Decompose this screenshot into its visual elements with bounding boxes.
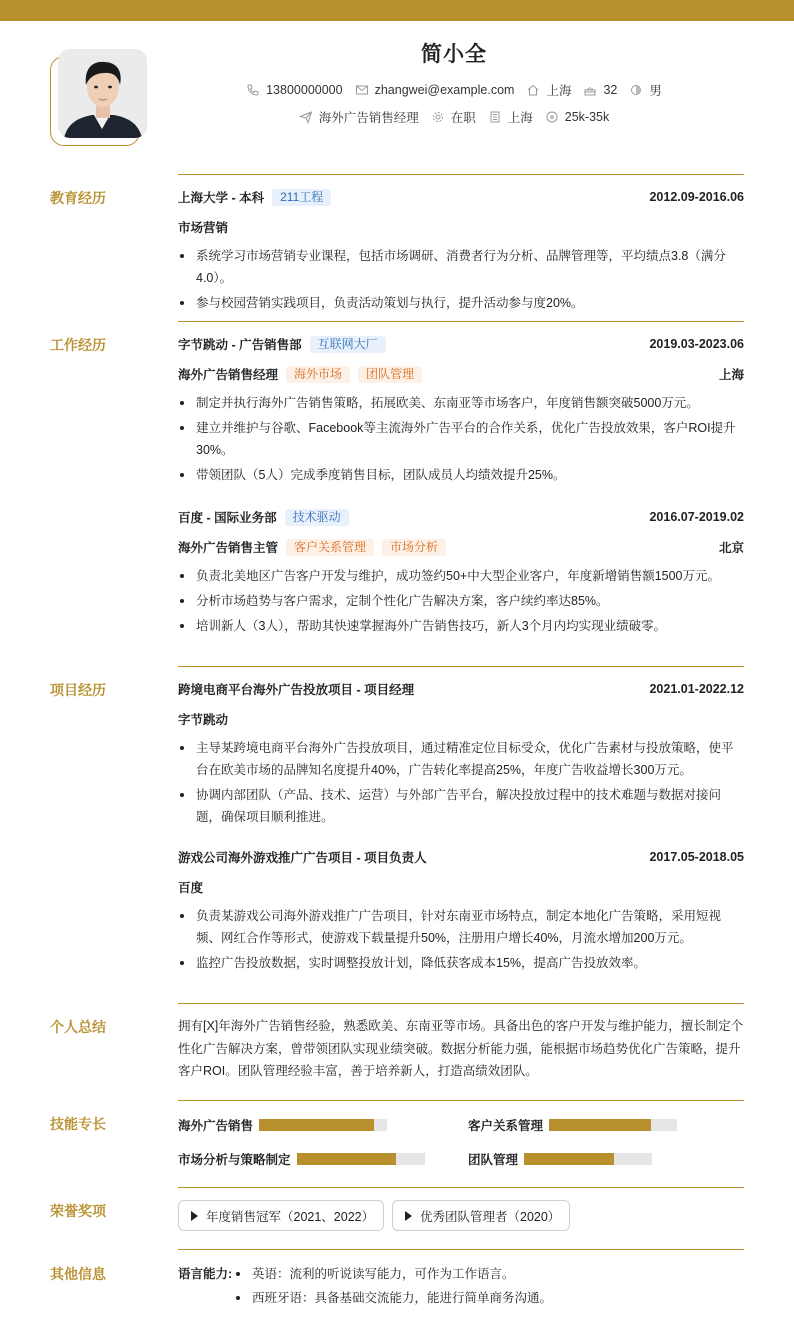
other-section <box>178 1263 744 1309</box>
work-date: 2019.03-2023.06 <box>649 337 744 351</box>
work-bullets <box>178 392 744 486</box>
skill-item <box>468 1150 652 1168</box>
section-title-summary: 个人总结 <box>50 1019 106 1035</box>
company-name: 百度 - 国际业务部 <box>178 511 277 525</box>
project-org-row <box>178 709 744 729</box>
honor-label: 优秀团队管理者（2020） <box>420 1209 561 1224</box>
education-divider <box>178 174 744 175</box>
skills-divider <box>178 1100 744 1101</box>
skill-bar <box>259 1119 387 1131</box>
list-item: 英语：流利的听说读写能力，可作为工作语言。 <box>234 1263 552 1285</box>
honors-divider <box>178 1187 744 1188</box>
work-entry-1 <box>178 334 744 486</box>
list-item: 负责某游戏公司海外游戏推广广告项目，针对东南亚市场特点，制定本地化广告策略，采用短视频、网红合作等形式，使游戏下载量提升50%，注册用户增长40%，月流水增加200万元。 <box>178 905 744 949</box>
role-name: 海外广告销售经理 <box>178 368 279 382</box>
skill-bar-fill <box>297 1153 397 1165</box>
honor-item <box>392 1200 570 1231</box>
skill-bar <box>524 1153 652 1165</box>
work-role-row <box>178 364 744 384</box>
list-item: 建立并维护与谷歌、Facebook等主流海外广告平台的合作关系，优化广告投放效果，客户ROI提升30%。 <box>178 417 744 461</box>
skill-name: 市场分析与策略制定 <box>178 1153 291 1167</box>
intent-position: 海外广告销售经理 <box>299 108 419 126</box>
role-tag: 团队管理 <box>358 366 422 383</box>
work-city: 北京 <box>718 541 744 555</box>
resume-name: 简小全 <box>421 43 487 66</box>
project-name: 跨境电商平台海外广告投放项目 - 项目经理 <box>178 683 415 697</box>
contact-phone: 13800000000 <box>246 83 342 97</box>
education-major-row <box>178 217 744 237</box>
project-header <box>178 847 744 867</box>
intent-salary: 25k-35k <box>545 110 609 124</box>
gender-icon <box>629 83 643 97</box>
role-tag: 市场分析 <box>382 539 446 556</box>
project-date: 2017.05-2018.05 <box>649 850 744 864</box>
list-item: 培训新人（3人），帮助其快速掌握海外广告销售技巧，新人3个月内均实现业绩破零。 <box>178 615 744 637</box>
list-item: 监控广告投放数据，实时调整投放计划，降低获客成本15%，提高广告投放效率。 <box>178 952 744 974</box>
intent-city: 上海 <box>488 108 533 126</box>
project-org: 百度 <box>178 881 204 895</box>
work-bullets <box>178 565 744 637</box>
job-intent-row <box>180 108 728 126</box>
section-title-skills: 技能专长 <box>50 1116 106 1132</box>
skill-bar-fill <box>549 1119 651 1131</box>
phone-icon <box>246 83 260 97</box>
contact-row <box>180 81 728 99</box>
other-divider <box>178 1249 744 1250</box>
building-icon <box>488 110 502 124</box>
list-item: 西班牙语：具备基础交流能力，能进行简单商务沟通。 <box>234 1287 552 1309</box>
work-date: 2016.07-2019.02 <box>649 510 744 524</box>
skill-name: 团队管理 <box>468 1153 519 1167</box>
home-icon <box>526 83 540 97</box>
list-item: 系统学习市场营销专业课程，包括市场调研、消费者行为分析、品牌管理等，平均绩点3.8（满分4.0）。 <box>178 245 744 289</box>
summary-text: 拥有[X]年海外广告销售经验，熟悉欧美、东南亚等市场。具备出色的客户开发与维护能力，擅长制定个性化广告解决方案，曾带领团队实现业绩突破。数据分析能力强，能根据市场趋势优化广告策略，提升客户ROI。团队管理经验丰富，善于培养新人，打造高绩效团队。 <box>178 1019 744 1078</box>
intent-status: 在职 <box>431 108 476 126</box>
list-item: 参与校园营销实践项目，负责活动策划与执行，提升活动参与度20%。 <box>178 292 744 314</box>
project-org-row <box>178 877 744 897</box>
education-section <box>178 187 744 314</box>
project-bullets <box>178 905 744 974</box>
section-title-projects: 项目经历 <box>50 682 106 698</box>
language-list <box>234 1263 552 1309</box>
company-name: 字节跳动 - 广告销售部 <box>178 338 302 352</box>
work-company-row <box>178 334 744 354</box>
company-tag: 技术驱动 <box>285 509 349 526</box>
list-item: 主导某跨境电商平台海外广告投放项目，通过精准定位目标受众，优化广告素材与投放策略，使平台在欧美市场的品牌知名度提升40%，广告转化率提高25%，年度广告收益增长300万元。 <box>178 737 744 781</box>
project-bullets <box>178 737 744 828</box>
work-entry-2 <box>178 507 744 637</box>
contact-gender: 男 <box>629 81 662 99</box>
skill-item <box>178 1116 387 1134</box>
school-tag: 211工程 <box>272 189 331 206</box>
section-title-other: 其他信息 <box>50 1266 106 1282</box>
list-item: 分析市场趋势与客户需求，定制个性化广告解决方案，客户续约率达85%。 <box>178 590 744 612</box>
work-company-row <box>178 507 744 527</box>
gear-icon <box>431 110 445 124</box>
caret-right-icon <box>405 1211 412 1221</box>
role-name: 海外广告销售主管 <box>178 541 279 555</box>
skill-item <box>468 1116 677 1134</box>
project-org: 字节跳动 <box>178 713 229 727</box>
skill-item <box>178 1150 425 1168</box>
work-divider <box>178 321 744 322</box>
section-title-honors: 荣誉奖项 <box>50 1203 106 1219</box>
skill-name: 海外广告销售 <box>178 1119 254 1133</box>
role-tag: 客户关系管理 <box>286 539 374 556</box>
project-name: 游戏公司海外游戏推广广告项目 - 项目负责人 <box>178 851 427 865</box>
summary-divider <box>178 1003 744 1004</box>
project-entry-2 <box>178 847 744 974</box>
skill-bar <box>297 1153 425 1165</box>
education-bullets <box>178 245 744 314</box>
top-accent-bar <box>0 0 794 21</box>
project-header <box>178 679 744 699</box>
language-label: 语言能力: <box>178 1267 233 1281</box>
skill-bar-fill <box>524 1153 614 1165</box>
education-date: 2012.09-2016.06 <box>649 190 744 204</box>
work-role-row <box>178 537 744 557</box>
skill-bar <box>549 1119 677 1131</box>
list-item: 协调内部团队（产品、技术、运营）与外部广告平台，解决投放过程中的技术难题与数据对接问题，确保项目顺利推进。 <box>178 784 744 828</box>
cake-icon <box>583 83 597 97</box>
list-item: 负责北美地区广告客户开发与维护，成功签约50+中大型企业客户，年度新增销售额1500万元。 <box>178 565 744 587</box>
contact-age: 32 <box>583 83 617 97</box>
caret-right-icon <box>191 1211 198 1221</box>
list-item: 带领团队（5人）完成季度销售目标，团队成员人均绩效提升25%。 <box>178 464 744 486</box>
section-title-education: 教育经历 <box>50 190 106 206</box>
contact-email: zhangwei@example.com <box>355 83 515 97</box>
section-title-work: 工作经历 <box>50 337 106 353</box>
skill-bar-fill <box>259 1119 374 1131</box>
school-name: 上海大学 - 本科 <box>178 191 265 205</box>
mail-icon <box>355 83 369 97</box>
major-name: 市场营销 <box>178 221 229 235</box>
coin-icon <box>545 110 559 124</box>
role-tag: 海外市场 <box>286 366 350 383</box>
project-date: 2021.01-2022.12 <box>649 682 744 696</box>
honor-item <box>178 1200 384 1231</box>
list-item: 制定并执行海外广告销售策略，拓展欧美、东南亚等市场客户，年度销售额突破5000万元。 <box>178 392 744 414</box>
project-entry-1 <box>178 679 744 828</box>
contact-city: 上海 <box>526 81 571 99</box>
honor-label: 年度销售冠军（2021、2022） <box>206 1209 375 1224</box>
education-header <box>178 187 744 207</box>
skill-name: 客户关系管理 <box>468 1119 544 1133</box>
work-city: 上海 <box>718 368 744 382</box>
send-icon <box>299 110 313 124</box>
company-tag: 互联网大厂 <box>310 336 386 353</box>
projects-divider <box>178 666 744 667</box>
